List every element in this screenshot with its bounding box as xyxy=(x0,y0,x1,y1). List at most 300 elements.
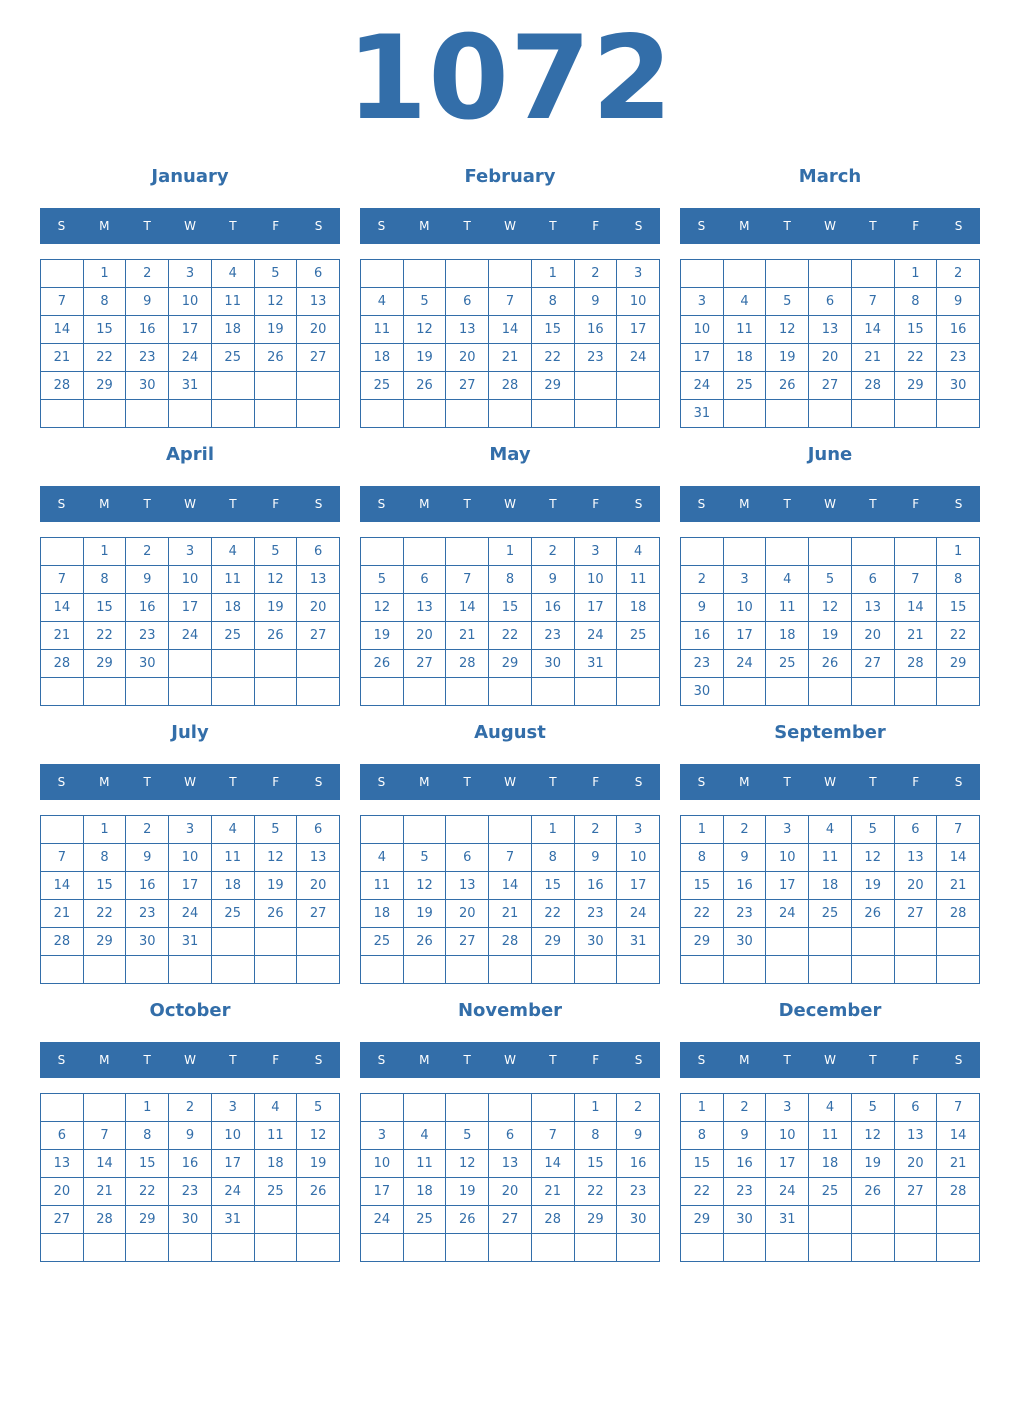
day-cell xyxy=(169,956,212,984)
year-title: 1072 xyxy=(346,11,674,146)
day-cell xyxy=(895,1206,938,1234)
day-cell: 13 xyxy=(404,594,447,622)
day-cell: 30 xyxy=(169,1206,212,1234)
weekday-label: T xyxy=(463,775,471,789)
day-cell: 24 xyxy=(169,344,212,372)
day-cell: 27 xyxy=(404,650,447,678)
day-cell xyxy=(255,1234,298,1262)
day-cell: 16 xyxy=(617,1150,660,1178)
day-cell: 8 xyxy=(84,844,127,872)
weekday-label: T xyxy=(549,775,557,789)
day-cell: 14 xyxy=(446,594,489,622)
day-cell xyxy=(575,956,618,984)
day-cell: 10 xyxy=(617,288,660,316)
day-cell: 16 xyxy=(169,1150,212,1178)
day-cell xyxy=(446,956,489,984)
day-cell: 6 xyxy=(852,566,895,594)
day-cell: 7 xyxy=(41,844,84,872)
weekday-label: T xyxy=(463,497,471,511)
day-cell: 1 xyxy=(532,260,575,288)
day-cell: 28 xyxy=(41,928,84,956)
day-cell: 11 xyxy=(724,316,767,344)
day-cell: 29 xyxy=(532,372,575,400)
day-cell: 20 xyxy=(809,344,852,372)
weekday-label: T xyxy=(229,775,237,789)
day-cell xyxy=(766,400,809,428)
weekday-header xyxy=(40,1042,340,1078)
weekday-header xyxy=(360,208,660,244)
day-cell: 23 xyxy=(575,900,618,928)
weekday-header xyxy=(360,764,660,800)
day-cell: 20 xyxy=(297,872,340,900)
day-cell: 2 xyxy=(126,538,169,566)
day-cell xyxy=(809,1206,852,1234)
day-cell: 15 xyxy=(532,316,575,344)
day-cell: 17 xyxy=(212,1150,255,1178)
day-cell: 28 xyxy=(41,372,84,400)
day-cell: 7 xyxy=(895,566,938,594)
day-cell: 18 xyxy=(404,1178,447,1206)
day-cell: 25 xyxy=(766,650,809,678)
day-cell: 12 xyxy=(852,1122,895,1150)
weekday-header xyxy=(680,1042,980,1078)
day-grid xyxy=(680,259,980,428)
weekday-label: S xyxy=(377,775,386,789)
day-cell: 4 xyxy=(809,816,852,844)
day-cell xyxy=(404,678,447,706)
day-cell xyxy=(937,1206,980,1234)
day-cell: 5 xyxy=(852,1094,895,1122)
weekday-label: F xyxy=(272,1053,280,1067)
day-cell xyxy=(809,538,852,566)
day-cell: 16 xyxy=(126,594,169,622)
day-cell: 26 xyxy=(404,372,447,400)
weekday-label: T xyxy=(549,497,557,511)
weekday-label: S xyxy=(634,219,643,233)
day-cell: 5 xyxy=(766,288,809,316)
day-cell xyxy=(169,400,212,428)
weekday-label: F xyxy=(592,219,600,233)
day-cell: 26 xyxy=(766,372,809,400)
day-cell: 10 xyxy=(575,566,618,594)
weekday-label: T xyxy=(869,775,877,789)
day-cell: 3 xyxy=(766,816,809,844)
day-cell xyxy=(41,1094,84,1122)
day-cell: 23 xyxy=(169,1178,212,1206)
day-cell: 3 xyxy=(575,538,618,566)
day-cell: 18 xyxy=(766,622,809,650)
day-cell xyxy=(809,956,852,984)
day-cell xyxy=(212,956,255,984)
day-cell: 18 xyxy=(212,872,255,900)
day-cell: 20 xyxy=(446,344,489,372)
day-cell: 9 xyxy=(575,844,618,872)
day-cell: 30 xyxy=(937,372,980,400)
day-cell: 21 xyxy=(937,872,980,900)
day-cell: 4 xyxy=(809,1094,852,1122)
day-cell: 14 xyxy=(41,872,84,900)
weekday-header xyxy=(40,486,340,522)
day-cell xyxy=(724,678,767,706)
weekday-label: M xyxy=(739,775,750,789)
day-cell xyxy=(937,956,980,984)
day-cell xyxy=(937,678,980,706)
day-cell: 12 xyxy=(255,844,298,872)
day-cell: 19 xyxy=(852,872,895,900)
day-cell: 2 xyxy=(126,816,169,844)
day-cell: 31 xyxy=(617,928,660,956)
weekday-label: T xyxy=(143,1053,151,1067)
weekday-label: F xyxy=(912,1053,920,1067)
day-cell xyxy=(404,260,447,288)
day-cell: 25 xyxy=(361,372,404,400)
day-cell xyxy=(852,400,895,428)
day-cell: 20 xyxy=(446,900,489,928)
day-cell: 7 xyxy=(84,1122,127,1150)
day-cell: 26 xyxy=(255,344,298,372)
day-cell: 31 xyxy=(575,650,618,678)
day-cell: 9 xyxy=(937,288,980,316)
day-cell: 14 xyxy=(489,872,532,900)
weekday-label: S xyxy=(634,775,643,789)
day-grid xyxy=(360,815,660,984)
weekday-header xyxy=(680,208,980,244)
day-cell: 16 xyxy=(575,872,618,900)
day-cell: 3 xyxy=(212,1094,255,1122)
day-cell: 19 xyxy=(809,622,852,650)
day-cell xyxy=(895,928,938,956)
day-cell xyxy=(575,678,618,706)
day-cell: 30 xyxy=(532,650,575,678)
day-cell: 16 xyxy=(724,1150,767,1178)
weekday-label: S xyxy=(954,775,963,789)
day-cell: 6 xyxy=(446,288,489,316)
day-cell: 1 xyxy=(84,538,127,566)
day-cell: 21 xyxy=(937,1150,980,1178)
day-cell: 29 xyxy=(126,1206,169,1234)
day-grid xyxy=(40,815,340,984)
day-cell: 6 xyxy=(489,1122,532,1150)
day-cell: 26 xyxy=(404,928,447,956)
day-cell: 26 xyxy=(809,650,852,678)
day-cell xyxy=(297,1234,340,1262)
day-cell: 17 xyxy=(169,594,212,622)
day-cell xyxy=(297,372,340,400)
weekday-label: W xyxy=(184,219,196,233)
day-cell xyxy=(446,538,489,566)
weekday-label: S xyxy=(634,1053,643,1067)
day-cell: 25 xyxy=(809,900,852,928)
day-cell: 24 xyxy=(766,900,809,928)
weekday-label: T xyxy=(869,497,877,511)
day-cell xyxy=(212,372,255,400)
day-cell xyxy=(361,260,404,288)
weekday-label: S xyxy=(377,1053,386,1067)
day-cell: 23 xyxy=(126,622,169,650)
day-cell xyxy=(169,650,212,678)
day-cell: 18 xyxy=(212,316,255,344)
day-cell xyxy=(532,1234,575,1262)
day-cell: 18 xyxy=(361,344,404,372)
day-cell: 12 xyxy=(404,872,447,900)
day-cell: 22 xyxy=(84,344,127,372)
day-cell xyxy=(852,1234,895,1262)
day-cell: 15 xyxy=(489,594,532,622)
day-cell xyxy=(681,956,724,984)
day-cell: 18 xyxy=(361,900,404,928)
day-cell: 18 xyxy=(617,594,660,622)
day-cell: 17 xyxy=(766,872,809,900)
day-cell xyxy=(212,400,255,428)
day-cell: 21 xyxy=(852,344,895,372)
weekday-label: S xyxy=(57,497,66,511)
day-cell: 2 xyxy=(937,260,980,288)
month-name: December xyxy=(778,1000,882,1021)
day-cell: 17 xyxy=(575,594,618,622)
day-cell xyxy=(617,372,660,400)
day-cell xyxy=(852,1206,895,1234)
day-cell: 4 xyxy=(212,260,255,288)
day-cell: 21 xyxy=(895,622,938,650)
day-cell: 21 xyxy=(41,344,84,372)
day-cell: 25 xyxy=(255,1178,298,1206)
day-cell: 18 xyxy=(724,344,767,372)
month-name: April xyxy=(165,444,215,465)
day-cell: 1 xyxy=(681,1094,724,1122)
day-cell xyxy=(489,678,532,706)
day-cell xyxy=(361,956,404,984)
day-cell: 27 xyxy=(297,344,340,372)
day-cell: 28 xyxy=(446,650,489,678)
day-cell: 11 xyxy=(212,566,255,594)
day-cell: 26 xyxy=(446,1206,489,1234)
day-cell xyxy=(681,260,724,288)
day-cell: 8 xyxy=(84,288,127,316)
day-cell xyxy=(617,650,660,678)
weekday-label: T xyxy=(869,219,877,233)
day-cell: 24 xyxy=(169,622,212,650)
day-cell xyxy=(809,1234,852,1262)
day-cell: 30 xyxy=(724,1206,767,1234)
day-cell: 15 xyxy=(532,872,575,900)
day-cell: 22 xyxy=(489,622,532,650)
day-cell: 5 xyxy=(255,816,298,844)
weekday-label: S xyxy=(954,1053,963,1067)
day-cell: 2 xyxy=(126,260,169,288)
day-cell: 21 xyxy=(84,1178,127,1206)
day-cell: 8 xyxy=(532,288,575,316)
day-cell xyxy=(404,956,447,984)
day-cell xyxy=(489,260,532,288)
day-cell: 27 xyxy=(41,1206,84,1234)
day-cell xyxy=(126,678,169,706)
day-cell: 22 xyxy=(532,900,575,928)
day-cell: 10 xyxy=(724,594,767,622)
day-cell: 4 xyxy=(766,566,809,594)
day-cell: 23 xyxy=(575,344,618,372)
day-cell: 1 xyxy=(937,538,980,566)
day-cell: 26 xyxy=(297,1178,340,1206)
day-cell: 5 xyxy=(297,1094,340,1122)
weekday-label: S xyxy=(377,219,386,233)
day-cell: 16 xyxy=(575,316,618,344)
day-cell: 18 xyxy=(212,594,255,622)
weekday-label: W xyxy=(184,775,196,789)
day-cell xyxy=(766,538,809,566)
day-cell xyxy=(255,372,298,400)
day-cell: 25 xyxy=(404,1206,447,1234)
day-cell: 13 xyxy=(895,844,938,872)
day-cell: 8 xyxy=(126,1122,169,1150)
day-cell: 13 xyxy=(297,566,340,594)
day-cell xyxy=(169,1234,212,1262)
day-cell: 2 xyxy=(681,566,724,594)
day-cell: 16 xyxy=(126,872,169,900)
day-cell: 13 xyxy=(895,1122,938,1150)
month-name: September xyxy=(774,722,886,743)
day-cell xyxy=(446,1094,489,1122)
month-name: June xyxy=(807,444,853,465)
day-cell: 11 xyxy=(255,1122,298,1150)
day-cell: 2 xyxy=(169,1094,212,1122)
day-cell: 1 xyxy=(126,1094,169,1122)
day-grid xyxy=(680,1093,980,1262)
day-cell: 9 xyxy=(681,594,724,622)
day-cell xyxy=(489,1094,532,1122)
day-grid xyxy=(680,815,980,984)
day-cell: 3 xyxy=(361,1122,404,1150)
day-cell: 6 xyxy=(297,260,340,288)
day-cell: 8 xyxy=(681,844,724,872)
day-cell: 12 xyxy=(766,316,809,344)
day-cell: 27 xyxy=(895,1178,938,1206)
day-cell: 7 xyxy=(852,288,895,316)
day-cell: 5 xyxy=(255,538,298,566)
day-cell: 20 xyxy=(489,1178,532,1206)
day-cell: 17 xyxy=(724,622,767,650)
day-cell xyxy=(724,538,767,566)
day-cell: 17 xyxy=(169,872,212,900)
weekday-label: M xyxy=(99,219,110,233)
day-cell: 20 xyxy=(41,1178,84,1206)
day-cell: 6 xyxy=(895,1094,938,1122)
weekday-label: W xyxy=(824,1053,836,1067)
day-cell: 4 xyxy=(724,288,767,316)
weekday-label: T xyxy=(229,219,237,233)
day-cell: 4 xyxy=(212,538,255,566)
day-cell xyxy=(724,400,767,428)
day-cell: 12 xyxy=(255,566,298,594)
day-cell: 13 xyxy=(489,1150,532,1178)
day-cell xyxy=(212,1234,255,1262)
day-cell: 13 xyxy=(446,872,489,900)
day-cell: 9 xyxy=(724,844,767,872)
weekday-header xyxy=(360,1042,660,1078)
day-cell: 11 xyxy=(212,844,255,872)
day-cell xyxy=(84,678,127,706)
day-cell: 11 xyxy=(361,872,404,900)
day-cell: 10 xyxy=(766,844,809,872)
month-name: July xyxy=(171,722,209,743)
weekday-label: S xyxy=(377,497,386,511)
day-cell xyxy=(724,260,767,288)
day-cell xyxy=(895,678,938,706)
weekday-label: F xyxy=(272,775,280,789)
day-cell xyxy=(212,650,255,678)
day-grid xyxy=(40,259,340,428)
day-cell: 7 xyxy=(446,566,489,594)
day-cell: 10 xyxy=(361,1150,404,1178)
weekday-label: S xyxy=(954,497,963,511)
day-cell: 30 xyxy=(126,650,169,678)
day-cell: 2 xyxy=(617,1094,660,1122)
day-cell: 1 xyxy=(681,816,724,844)
day-grid xyxy=(680,537,980,706)
day-cell xyxy=(809,678,852,706)
day-cell: 2 xyxy=(724,1094,767,1122)
day-cell: 15 xyxy=(937,594,980,622)
day-cell xyxy=(169,678,212,706)
day-cell: 4 xyxy=(617,538,660,566)
day-cell: 15 xyxy=(84,594,127,622)
day-cell xyxy=(852,538,895,566)
day-cell xyxy=(255,400,298,428)
weekday-label: S xyxy=(697,1053,706,1067)
day-cell: 5 xyxy=(255,260,298,288)
weekday-label: S xyxy=(57,775,66,789)
day-cell xyxy=(84,1234,127,1262)
day-cell: 7 xyxy=(489,844,532,872)
weekday-label: T xyxy=(463,1053,471,1067)
day-cell: 24 xyxy=(575,622,618,650)
day-cell: 25 xyxy=(212,622,255,650)
day-cell: 1 xyxy=(575,1094,618,1122)
day-cell: 9 xyxy=(126,566,169,594)
weekday-label: T xyxy=(229,1053,237,1067)
day-cell xyxy=(255,956,298,984)
day-cell xyxy=(895,956,938,984)
day-cell: 23 xyxy=(937,344,980,372)
day-cell xyxy=(361,400,404,428)
weekday-label: T xyxy=(463,219,471,233)
day-cell: 30 xyxy=(575,928,618,956)
day-cell: 14 xyxy=(852,316,895,344)
weekday-label: T xyxy=(869,1053,877,1067)
day-cell: 20 xyxy=(895,1150,938,1178)
day-cell: 18 xyxy=(809,872,852,900)
day-cell: 15 xyxy=(895,316,938,344)
day-cell: 15 xyxy=(681,872,724,900)
weekday-header xyxy=(40,208,340,244)
day-grid xyxy=(360,1093,660,1262)
day-cell xyxy=(937,928,980,956)
day-cell xyxy=(255,650,298,678)
weekday-label: S xyxy=(697,775,706,789)
day-cell: 2 xyxy=(575,260,618,288)
day-cell: 14 xyxy=(84,1150,127,1178)
day-cell: 23 xyxy=(126,900,169,928)
weekday-label: S xyxy=(57,1053,66,1067)
day-cell xyxy=(724,1234,767,1262)
day-cell: 9 xyxy=(169,1122,212,1150)
day-cell xyxy=(404,816,447,844)
day-cell xyxy=(575,372,618,400)
day-cell xyxy=(212,678,255,706)
day-cell: 24 xyxy=(681,372,724,400)
day-cell xyxy=(255,1206,298,1234)
day-cell: 27 xyxy=(297,900,340,928)
day-cell xyxy=(126,956,169,984)
